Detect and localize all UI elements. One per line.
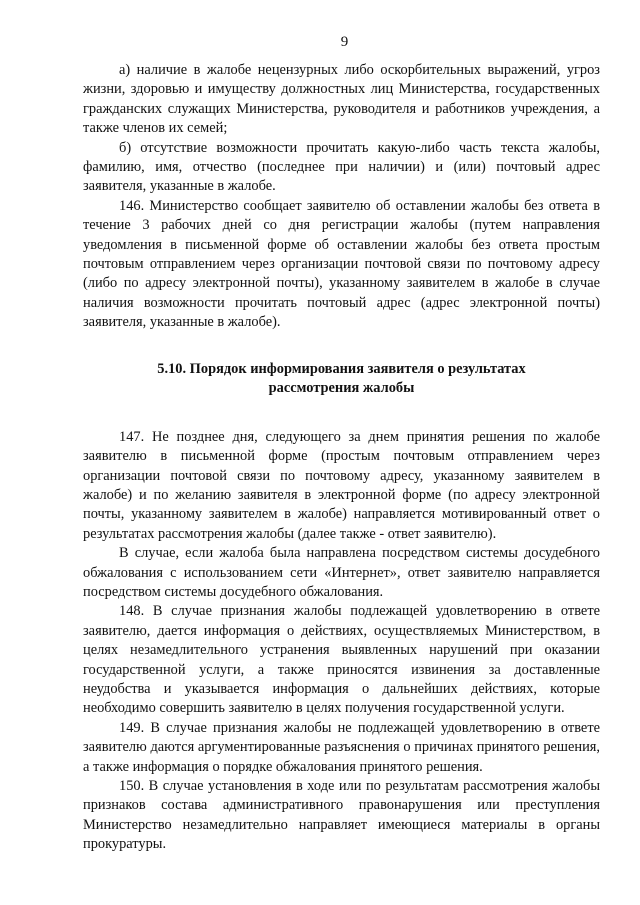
paragraph-149: 149. В случае признания жалобы не подлежащей удовлетворению в ответе заявителю даются аргументированные разъяснения о причинах принятого решения, а также информация о порядке обжалования принятого решения. — [83, 719, 600, 775]
page-number: 9 — [340, 34, 349, 50]
paragraph-a: а) наличие в жалобе нецензурных либо оскорбительных выражений, угроз жизни, здоровью и имуществу должностных лиц Министерства, государственных гражданских служащих Министерства, руководителя и работников учреждения, а также членов их семей; — [83, 62, 600, 137]
section-heading: 5.10. Порядок информирования заявителя о результатах рассмотрения жалобы — [157, 360, 526, 396]
paragraph-146: 146. Министерство сообщает заявителю об оставлении жалобы без ответа в течение 3 рабочих дней со дня регистрации жалобы (путем направления уведомления в письменной форме об оставлении жалобы без ответа простым почтовым отправлением через организации почтовой связи по почтовому адресу (либо по адресу электронной почты), указанному заявителем в жалобе в случае наличия возможности прочитать почтовый адрес (адрес электронной почты) заявителя, указанные в жалобе). — [83, 197, 600, 331]
paragraph-147-internet: В случае, если жалоба была направлена посредством системы досудебного обжалования с использованием сети «Интернет», ответ заявителю направляется посредством системы досудебного обжалования. — [83, 545, 600, 600]
paragraph-147: 147. Не позднее дня, следующего за днем принятия решения по жалобе заявителю в письменной форме (простым почтовым отправлением через организации почтовой связи по почтовому адресу, указанному заявителем в жалобе) и по желанию заявителя в электронной форме (по адресу электронной почты, указанному заявителем в жалобе) направляется мотивированный ответ о результатах рассмотрения жалобы (далее также - ответ заявителю). — [83, 428, 600, 542]
paragraph-150: 150. В случае установления в ходе или по результатам рассмотрения жалобы признаков состава административного правонарушения или преступления Министерство незамедлительно направляет имеющиеся материалы в органы прокуратуры. — [83, 778, 600, 853]
paragraph-b: б) отсутствие возможности прочитать какую-либо часть текста жалобы, фамилию, имя, отчество (последнее при наличии) и (или) почтовый адрес заявителя, указанные в жалобе. — [83, 139, 600, 195]
paragraph-148: 148. В случае признания жалобы подлежащей удовлетворению в ответе заявителю, дается информация о действиях, осуществляемых Министерством, в целях незамедлительного устранения выявленных нарушений при оказании государственной услуги, а также приносятся извинения за доставленные неудобства и указывается информация о дальнейших действиях, которые необходимо совершить заявителю в целях получения государственной услуги. — [83, 603, 600, 717]
